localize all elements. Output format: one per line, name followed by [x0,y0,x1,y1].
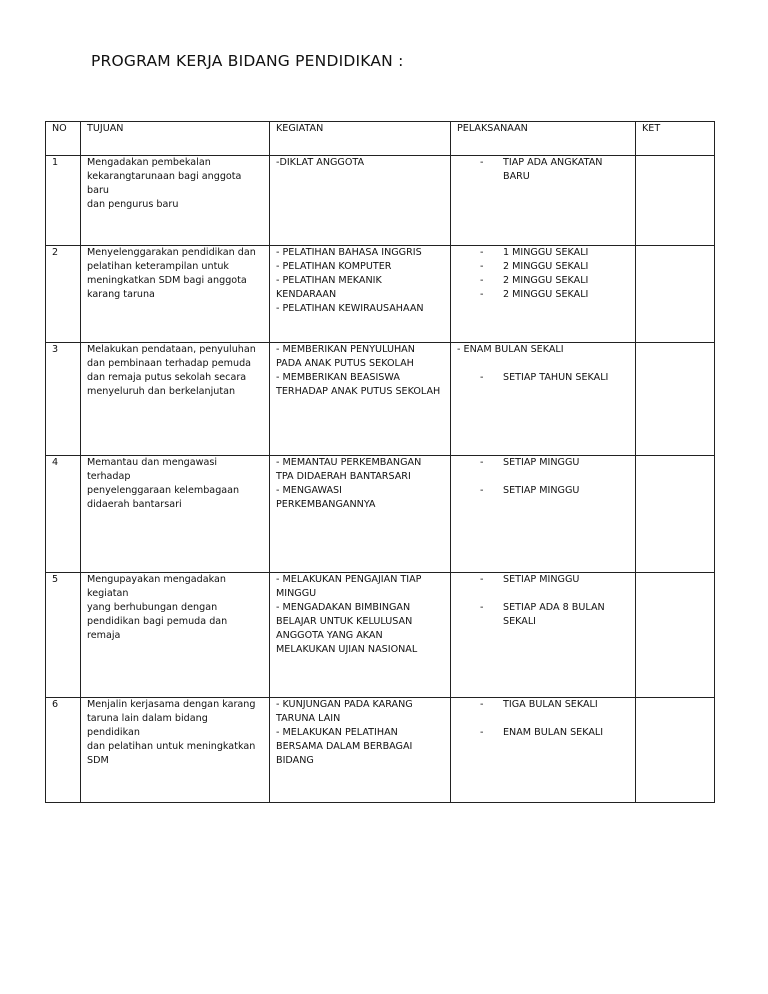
pelaksanaan-list [457,156,629,184]
pelaksanaan-item [457,246,629,260]
kegiatan-item: - MEMANTAU PERKEMBANGAN TPA DIDAERAH BANTARSARI [276,457,422,482]
cell-tujuan: Menjalin kerjasama dengan karang taruna lain dalam bidang pendidikan dan pelatihan untuk meningkatkan SDM [81,698,270,803]
pelaksanaan-item [457,456,629,470]
kegiatan-list [276,343,444,399]
pelaksanaan-item [457,371,629,385]
cell-no: 3 [46,343,81,456]
kegiatan-item: - PELATIHAN KEWIRAUSAHAAN [276,303,424,314]
cell-no: 1 [46,156,81,246]
pelaksanaan-item [457,573,629,587]
cell-ket [636,573,715,698]
pelaksanaan-text: TIAP ADA ANGKATAN BARU [503,157,603,182]
table-row [46,456,715,573]
cell-pelaksanaan [451,246,636,343]
pelaksanaan-list [457,698,629,740]
cell-tujuan: Menyelenggarakan pendidikan dan pelatihan keterampilan untuk meningkatkan SDM bagi anggota karang taruna [81,246,270,343]
cell-kegiatan [270,698,451,803]
kegiatan-item: - KUNJUNGAN PADA KARANG TARUNA LAIN [276,699,413,724]
pelaksanaan-text: 1 MINGGU SEKALI [503,247,589,258]
bullet-dash: - [480,247,484,258]
cell-tujuan: Mengupayakan mengadakan kegiatan yang berhubungan dengan pendidikan bagi pemuda dan remaja [81,573,270,698]
table-header-row [46,122,715,156]
cell-kegiatan [270,573,451,698]
header-pelaksanaan: PELAKSANAAN [451,122,636,156]
header-tujuan: TUJUAN [81,122,270,156]
table-row [46,156,715,246]
pelaksanaan-list [457,343,629,385]
pelaksanaan-text: SETIAP MINGGU [503,457,580,468]
pelaksanaan-list [457,456,629,498]
kegiatan-item: - PELATIHAN BAHASA INGGRIS [276,247,422,258]
bullet-dash: - [480,457,484,468]
pelaksanaan-item [457,343,629,357]
pelaksanaan-item [457,601,629,629]
table-row [46,246,715,343]
kegiatan-item: - MENGAWASI PERKEMBANGANNYA [276,485,376,510]
cell-no: 6 [46,698,81,803]
cell-kegiatan [270,246,451,343]
cell-kegiatan [270,156,451,246]
kegiatan-item: - MELAKUKAN PENGAJIAN TIAP MINGGU [276,574,422,599]
kegiatan-item: - MENGADAKAN BIMBINGAN BELAJAR UNTUK KELULUSAN ANGGOTA YANG AKAN MELAKUKAN UJIAN NASIONAL [276,602,418,655]
pelaksanaan-item [457,274,629,288]
pelaksanaan-text: TIGA BULAN SEKALI [503,699,598,710]
kegiatan-item: -DIKLAT ANGGOTA [276,157,365,168]
program-table [45,121,715,803]
header-ket: KET [636,122,715,156]
pelaksanaan-item [457,156,629,184]
pelaksanaan-list [457,573,629,629]
cell-ket [636,246,715,343]
bullet-dash: - [480,289,484,300]
pelaksanaan-item [457,288,629,302]
table-row [46,343,715,456]
cell-ket [636,156,715,246]
pelaksanaan-text: 2 MINGGU SEKALI [503,289,589,300]
kegiatan-list [276,456,444,512]
pelaksanaan-text: SETIAP TAHUN SEKALI [503,372,609,383]
bullet-dash: - [480,699,484,710]
bullet-dash: - [480,261,484,272]
pelaksanaan-text: - ENAM BULAN SEKALI [457,344,564,355]
kegiatan-item: - PELATIHAN MEKANIK KENDARAAN [276,275,382,300]
pelaksanaan-list [457,246,629,302]
pelaksanaan-text: ENAM BULAN SEKALI [503,727,604,738]
cell-pelaksanaan [451,156,636,246]
pelaksanaan-item [457,698,629,712]
cell-no: 2 [46,246,81,343]
kegiatan-list [276,698,444,768]
kegiatan-item: - PELATIHAN KOMPUTER [276,261,392,272]
bullet-dash: - [480,602,484,613]
bullet-dash: - [480,275,484,286]
cell-tujuan: Melakukan pendataan, penyuluhan dan pembinaan terhadap pemuda dan remaja putus sekolah secara menyeluruh dan berkelanjutan [81,343,270,456]
cell-tujuan: Mengadakan pembekalan kekarangtarunaan bagi anggota baru dan pengurus baru [81,156,270,246]
bullet-dash: - [480,727,484,738]
bullet-dash: - [480,157,484,168]
kegiatan-item: - MELAKUKAN PELATIHAN BERSAMA DALAM BERBAGAI BIDANG [276,727,413,766]
table-row [46,573,715,698]
page-title: PROGRAM KERJA BIDANG PENDIDIKAN : [91,52,404,70]
cell-no: 4 [46,456,81,573]
header-no: NO [46,122,81,156]
table-row [46,698,715,803]
pelaksanaan-text: SETIAP MINGGU [503,574,580,585]
pelaksanaan-text: SETIAP MINGGU [503,485,580,496]
pelaksanaan-item [457,726,629,740]
pelaksanaan-item [457,260,629,274]
bullet-dash: - [480,485,484,496]
kegiatan-list [276,246,444,316]
pelaksanaan-text: 2 MINGGU SEKALI [503,261,589,272]
cell-pelaksanaan [451,456,636,573]
cell-ket [636,343,715,456]
pelaksanaan-item [457,484,629,498]
cell-ket [636,456,715,573]
bullet-dash: - [480,574,484,585]
header-kegiatan: KEGIATAN [270,122,451,156]
pelaksanaan-text: SETIAP ADA 8 BULAN SEKALI [503,602,605,627]
kegiatan-item: - MEMBERIKAN PENYULUHAN PADA ANAK PUTUS SEKOLAH [276,344,415,369]
kegiatan-list [276,156,444,170]
cell-pelaksanaan [451,343,636,456]
cell-no: 5 [46,573,81,698]
cell-pelaksanaan [451,698,636,803]
kegiatan-item: - MEMBERIKAN BEASISWA TERHADAP ANAK PUTUS SEKOLAH [276,372,441,397]
cell-tujuan: Memantau dan mengawasi terhadap penyelenggaraan kelembagaan didaerah bantarsari [81,456,270,573]
cell-ket [636,698,715,803]
bullet-dash: - [480,372,484,383]
cell-kegiatan [270,343,451,456]
kegiatan-list [276,573,444,657]
cell-kegiatan [270,456,451,573]
cell-pelaksanaan [451,573,636,698]
table-body [46,156,715,803]
pelaksanaan-text: 2 MINGGU SEKALI [503,275,589,286]
